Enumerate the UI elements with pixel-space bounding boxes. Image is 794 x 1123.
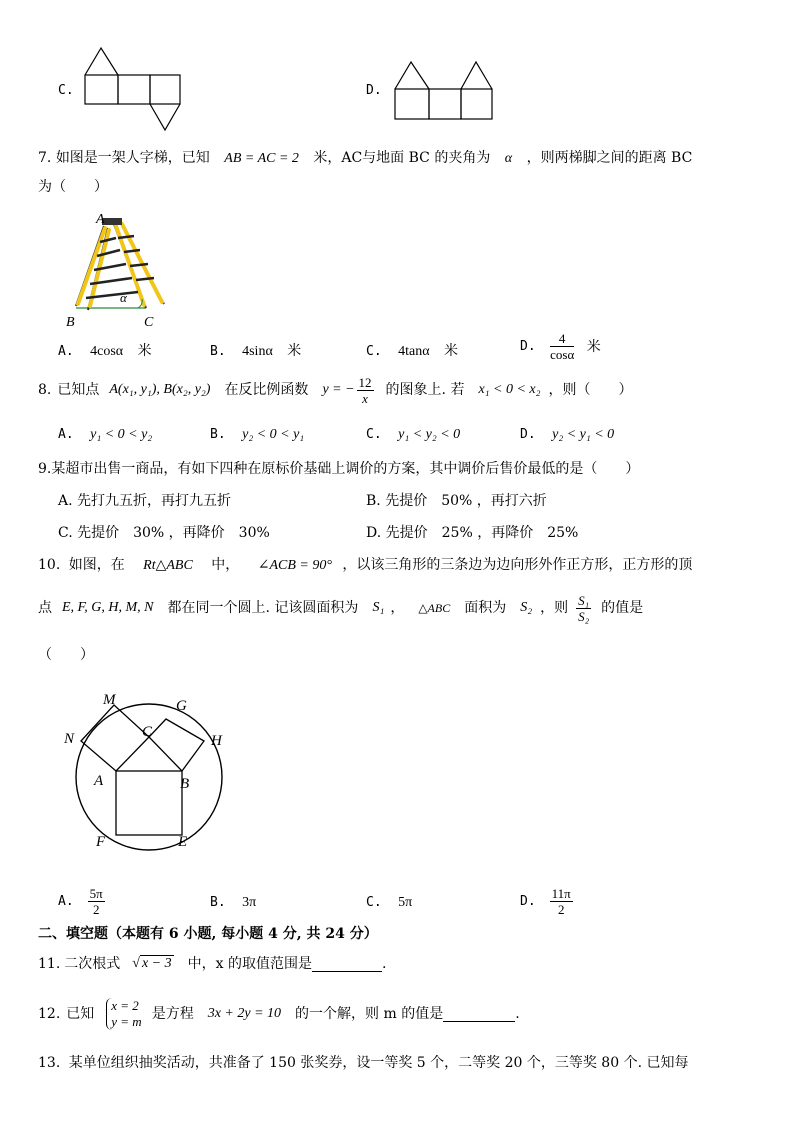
option-fraction [88,887,105,916]
q9-option-b: B. 先提价 50% ，再打六折 [366,493,547,509]
section-2-heading: 二、填空题（本题有 6 小题, 每小题 4 分, 共 24 分） [38,926,378,942]
point-b-label: B [180,776,190,792]
option-label: D. [520,339,536,354]
ladder-figure [60,208,180,334]
q7-text: ，则两梯脚之间的距离 BC [526,150,693,166]
option-label: B. [210,427,226,442]
point-f-label: F [96,834,106,850]
q9-option-a: A. 先打九五折，再打九五折 [58,493,232,509]
q8-option-b [210,427,304,442]
q10-triangle-2: △ABC [418,601,451,615]
square-on-bc [149,719,204,771]
option-value: y₂ < y₁ < 0 [552,427,615,442]
option-value: y₁ < 0 < y₂ [90,427,153,442]
q10-text: ，则 [540,600,569,616]
fraction-denominator: x [362,390,368,406]
option-unit: 米 [287,343,302,359]
option-unit: 米 [137,343,152,359]
fraction-numerator: 11π [551,885,571,901]
q7-option-c [366,344,458,359]
option-value: y₂ < 0 < y₁ [242,427,305,442]
q9-text: 某超市出售一商品，有如下四种在原标价基础上调价的方案，其中调价后售价最低的是（ ） [51,461,640,477]
ladder-top-cap [102,218,122,225]
fraction-numerator: 4 [550,332,574,347]
radicand: x − 3 [141,956,172,971]
option-value: 4cosα [90,344,124,359]
option-label: A. [58,893,74,909]
answer-blank[interactable] [443,1007,515,1022]
q9-option-c: C. 先提价 30% ，再降价 30% [58,525,270,541]
q11-text: 二次根式 [64,956,121,972]
option-label: C. [366,895,382,910]
point-a-label: A [94,773,104,789]
question-12-number: 12. [38,1006,61,1022]
vertex-c-label: C [144,315,154,330]
function-lhs: y = − [322,382,355,397]
option-value: y₁ < y₂ < 0 [398,427,461,442]
option-unit: 米 [586,338,601,355]
option-label: A. [58,344,74,359]
fraction-denominator: 2 [92,901,100,917]
option-label: D. [520,893,536,909]
fraction-numerator: 5π [89,885,103,901]
equation-2: y = m [111,1014,142,1029]
question-7-line2: 为（ ） [38,179,108,195]
q8-points: A(x₁, y₁), B(x₂, y₂) [109,382,211,397]
q10-text: 面积为 [464,600,507,616]
q7-text: 如图是一架人字梯，已知 [55,150,210,166]
q10-text: ， [390,600,405,616]
point-m-label: M [103,692,116,708]
option-value: 4sinα [242,344,273,359]
option-label: B. [210,344,226,359]
q8-text: 已知点 [57,382,100,398]
question-7-number: 7. [38,150,52,166]
q10-text: 如图，在 [68,557,125,573]
square-on-ab [116,771,182,835]
point-g-label: G [176,698,187,714]
q10-points: E, F, G, H, M, N [62,600,154,615]
option-label: A. [58,427,74,442]
point-c-label: C [142,724,153,740]
fraction-numerator: S₁ [578,592,590,608]
option-label: D. [520,427,536,442]
square-on-ac [81,705,149,771]
vertex-b-label: B [66,315,75,330]
q10-text: 中， [211,557,240,573]
question-11-number: 11. [38,956,61,972]
fraction-numerator: 12 [358,374,372,390]
q7-option-a [58,344,152,359]
q7-alpha: α [504,151,513,166]
q12-text: 的一个解，则 m 的值是 [295,1006,444,1022]
question-10-line2 [38,588,643,628]
q7-option-b [210,344,301,359]
question-10-number: 10. [38,557,61,573]
q8-option-c [366,427,460,442]
q10-text: 点 [38,600,52,616]
equation-1: x = 2 [111,998,139,1013]
option-fraction [550,332,574,361]
equation-system [106,998,141,1030]
q10-s1: S₁ [372,600,385,615]
point-n-label: N [64,731,75,747]
q8-text: 在反比例函数 [224,382,309,398]
option-d-label: D. [366,83,382,98]
q10-text: 的值是 [601,600,644,616]
q10-s2: S₂ [520,600,533,615]
answer-blank[interactable] [312,957,382,972]
fraction-denominator: S₂ [578,608,590,624]
function-fraction [357,376,374,405]
q12-text: 是方程 [151,1006,194,1022]
vertex-a-label: A [96,212,105,227]
square-root: √ x − 3 [132,956,172,971]
option-label: B. [210,895,226,910]
q10-angle: ∠ACB = 90° [257,558,332,573]
q7-option-d [520,332,601,361]
point-h-label: H [211,733,222,749]
option-c-label: C. [58,83,74,98]
net-figure-d [393,60,495,122]
option-label: C. [366,344,382,359]
option-label: C. [366,427,382,442]
option-unit: 米 [444,343,459,359]
q10-text: ，以该三角形的三条边为边向形外作正方形，正方形的顶 [342,557,693,573]
q12-text: . [515,1006,520,1022]
point-e-label: E [178,834,188,850]
q13-text: 某单位组织抽奖活动，共准备了 150 张奖券，设一等奖 5 个，二等奖 20 个，三等奖 80 个. 已知每 [68,1055,689,1071]
q8-condition: x₁ < 0 < x₂ [478,382,541,397]
option-value: 5π [398,895,413,910]
option-value: 3π [242,895,257,910]
q9-option-d: D. 先提价 25% ，再降价 25% [366,525,579,541]
net-figure-c [83,46,183,132]
q10-option-d [520,884,573,918]
question-13-number: 13. [38,1055,61,1071]
q7-text: 米，AC与地面 BC 的夹角为 [313,150,491,166]
q8-option-a [58,427,152,442]
q12-equation: 3x + 2y = 10 [207,1006,282,1021]
fraction-denominator: cosα [550,347,575,362]
q12-text: 已知 [66,1006,95,1022]
q10-ratio-fraction [576,594,591,623]
question-8-number: 8. [38,382,52,398]
question-13-line [38,1056,688,1070]
q10-text: 都在同一个圆上. 记该圆面积为 [167,600,359,616]
question-10-paren: （ ） [38,647,94,663]
angle-alpha-label: α [120,290,127,305]
question-9-number: 9. [38,461,52,477]
q7-condition: AB = AC = 2 [224,151,299,166]
q11-text: . [381,956,387,972]
q11-text: 中，x 的取值范围是 [187,956,312,972]
q10-option-c [366,895,412,910]
q8-text: 的图象上. 若 [385,382,465,398]
question-10-line1 [38,558,692,573]
option-fraction [550,887,573,916]
fraction-denominator: 2 [557,901,565,917]
question-11-line [38,954,386,974]
q8-option-d [520,427,614,442]
q10-option-a [58,884,105,918]
circle-squares-figure [56,688,246,854]
option-value: 4tanα [398,344,430,359]
question-12-line [38,994,520,1034]
q10-triangle: Rt△ABC [143,558,193,573]
question-9-line [38,462,639,476]
question-8-line [38,370,633,410]
q8-text: ，则（ ） [548,382,633,398]
question-7-line1 [38,151,692,166]
q10-option-b [210,895,256,910]
